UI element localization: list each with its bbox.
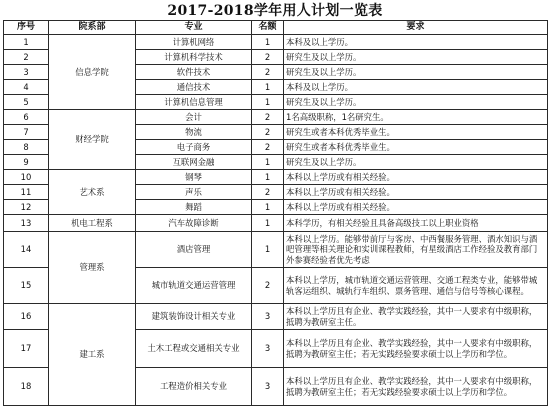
count-cell: 1 (252, 95, 284, 110)
requirement-cell: 本科以上学历且有企业、教学实践经验，其中一人要求有中级职称，抵聘为教研室主任；若无实践经验要求硕士以上学历和学位。 (284, 330, 548, 368)
row-number: 9 (4, 155, 49, 170)
row-number: 1 (4, 35, 49, 50)
dept-cell: 财经学院 (49, 110, 136, 170)
major-cell: 软件技术 (136, 65, 252, 80)
dept-cell: 建工系 (49, 304, 136, 406)
row-number: 16 (4, 304, 49, 330)
row-number: 18 (4, 368, 49, 406)
requirement-cell: 本科以上学历或有相关经验。 (284, 185, 548, 200)
count-cell: 3 (252, 368, 284, 406)
major-cell: 舞蹈 (136, 200, 252, 215)
count-cell: 1 (252, 35, 284, 50)
count-cell: 2 (252, 140, 284, 155)
table-row (4, 304, 548, 330)
requirement-cell: 本科学历，有相关经验且具备高级技工以上职业资格 (284, 215, 548, 232)
count-cell: 2 (252, 65, 284, 80)
table-row (4, 110, 548, 125)
row-number: 5 (4, 95, 49, 110)
count-cell: 2 (252, 50, 284, 65)
header-requirement: 要求 (284, 21, 548, 35)
count-cell: 3 (252, 330, 284, 368)
major-cell: 通信技术 (136, 80, 252, 95)
header-major: 专业 (136, 21, 252, 35)
requirement-cell: 研究生及以上学历。 (284, 95, 548, 110)
header-dept: 院系部 (49, 21, 136, 35)
major-cell: 物流 (136, 125, 252, 140)
major-cell: 声乐 (136, 185, 252, 200)
count-cell: 2 (252, 268, 284, 304)
major-cell: 汽车故障诊断 (136, 215, 252, 232)
recruitment-table (3, 20, 548, 406)
header-no: 序号 (4, 21, 49, 35)
major-cell: 土木工程或交通相关专业 (136, 330, 252, 368)
major-cell: 计算机网络 (136, 35, 252, 50)
row-number: 17 (4, 330, 49, 368)
requirement-cell: 研究生及以上学历。 (284, 50, 548, 65)
major-cell: 计算机信息管理 (136, 95, 252, 110)
row-number: 12 (4, 200, 49, 215)
requirement-cell: 1名高级职称，1名研究生。 (284, 110, 548, 125)
major-cell: 建筑装饰设计相关专业 (136, 304, 252, 330)
major-cell: 工程造价相关专业 (136, 368, 252, 406)
requirement-cell: 研究生或者本科优秀毕业生。 (284, 125, 548, 140)
row-number: 4 (4, 80, 49, 95)
requirement-cell: 研究生或者本科优秀毕业生。 (284, 140, 548, 155)
row-number: 6 (4, 110, 49, 125)
table-row (4, 170, 548, 185)
row-number: 8 (4, 140, 49, 155)
requirement-cell: 本科及以上学历。 (284, 35, 548, 50)
dept-cell: 管理系 (49, 232, 136, 304)
header-count: 名额 (252, 21, 284, 35)
count-cell: 1 (252, 215, 284, 232)
major-cell: 酒店管理 (136, 232, 252, 268)
requirement-cell: 本科及以上学历。 (284, 80, 548, 95)
requirement-cell: 本科以上学历。能够带前厅与客房、中西餐服务管理、酒水知识与酒吧管理等相关理论和实训课程教师，有星级酒店工作经验及教育部门外参赛经验者优先考虑 (284, 232, 548, 268)
row-number: 14 (4, 232, 49, 268)
major-cell: 钢琴 (136, 170, 252, 185)
table-header-row (4, 21, 548, 35)
requirement-cell: 本科以上学历或有相关经验。 (284, 200, 548, 215)
major-cell: 城市轨道交通运营管理 (136, 268, 252, 304)
row-number: 10 (4, 170, 49, 185)
dept-cell: 艺术系 (49, 170, 136, 215)
table-row (4, 232, 548, 268)
count-cell: 1 (252, 170, 284, 185)
table-row (4, 215, 548, 232)
dept-cell: 机电工程系 (49, 215, 136, 232)
requirement-cell: 本科以上学历且有企业、教学实践经验，其中一人要求有中级职称，抵聘为教研室主任。 (284, 304, 548, 330)
count-cell: 1 (252, 200, 284, 215)
row-number: 2 (4, 50, 49, 65)
requirement-cell: 研究生及以上学历。 (284, 155, 548, 170)
requirement-cell: 本科以上学历，城市轨道交通运营管理、交通工程类专业，能够带城轨客运组织、城轨行车组织、票务管理、通信与信号等核心课程。 (284, 268, 548, 304)
table-row (4, 35, 548, 50)
requirement-cell: 本科以上学历或有相关经验。 (284, 170, 548, 185)
row-number: 15 (4, 268, 49, 304)
requirement-cell: 研究生及以上学历。 (284, 65, 548, 80)
dept-cell: 信息学院 (49, 35, 136, 110)
row-number: 13 (4, 215, 49, 232)
major-cell: 互联网金融 (136, 155, 252, 170)
major-cell: 电子商务 (136, 140, 252, 155)
row-number: 3 (4, 65, 49, 80)
major-cell: 会计 (136, 110, 252, 125)
count-cell: 1 (252, 80, 284, 95)
row-number: 11 (4, 185, 49, 200)
count-cell: 2 (252, 185, 284, 200)
count-cell: 2 (252, 110, 284, 125)
requirement-cell: 本科以上学历且有企业、教学实践经验，其中一人要求有中级职称，抵聘为教研室主任；若无实践经验要求硕士以上学历和学位。 (284, 368, 548, 406)
major-cell: 计算机科学技术 (136, 50, 252, 65)
row-number: 7 (4, 125, 49, 140)
count-cell: 3 (252, 304, 284, 330)
count-cell: 2 (252, 125, 284, 140)
count-cell: 1 (252, 155, 284, 170)
page-title: 2017-2018学年用人计划一览表 (167, 3, 383, 19)
count-cell: 1 (252, 232, 284, 268)
